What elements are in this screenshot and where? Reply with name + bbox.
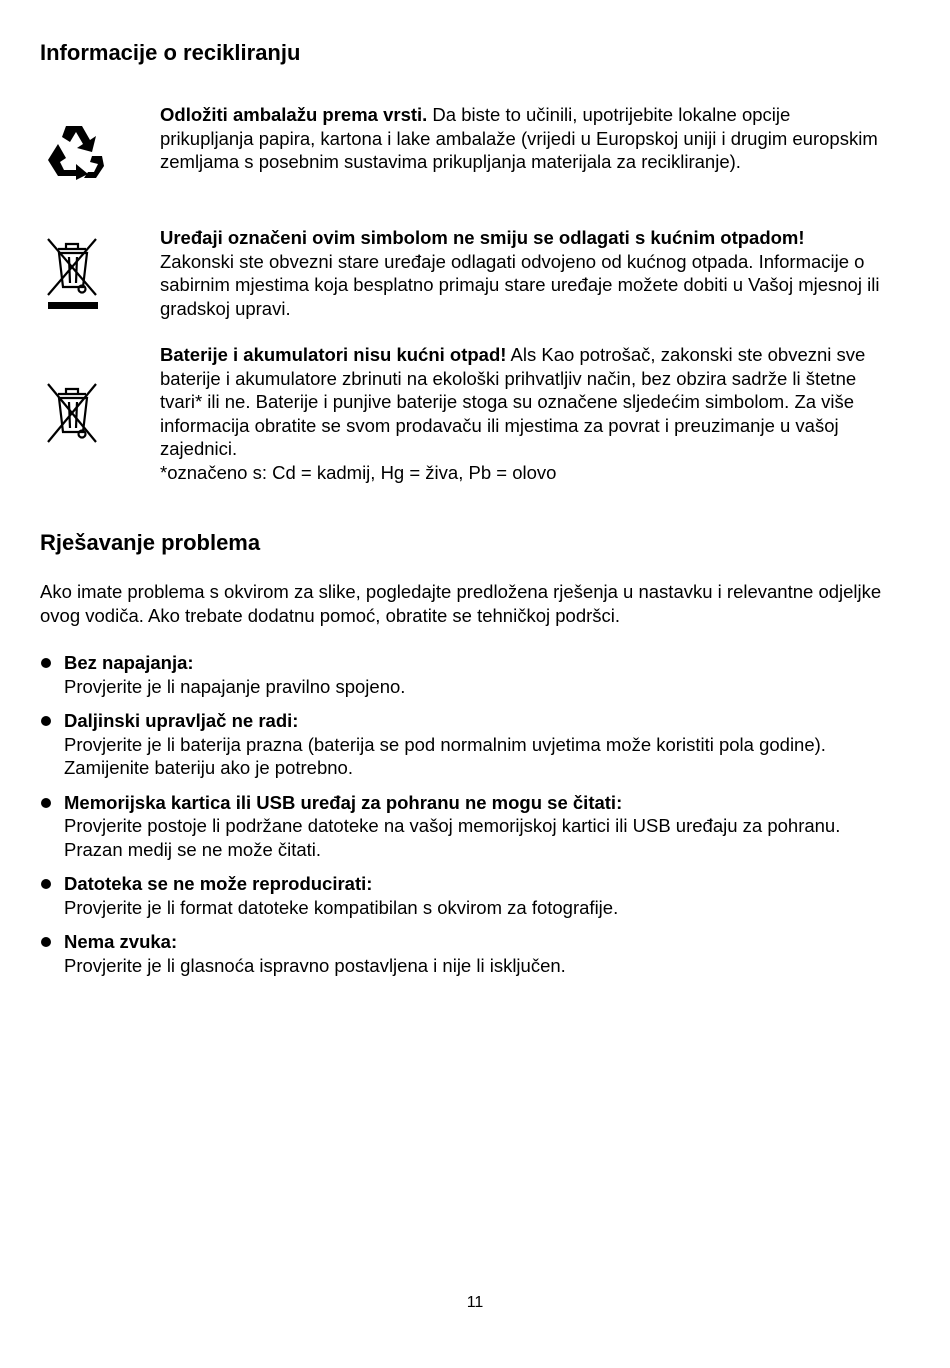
tip-description: Provjerite je li format datoteke kompatibilan s okvirom za fotografije. <box>64 896 619 918</box>
troubleshooting-list <box>40 651 900 988</box>
troubleshooting-heading: Rješavanje problema <box>40 530 261 555</box>
bullet-icon <box>41 879 51 889</box>
tip-description: Provjerite je li napajanje pravilno spojeno. <box>64 675 406 697</box>
packaging-paragraph <box>160 103 880 174</box>
tip-title: Nema zvuka: <box>64 931 178 952</box>
bullet-icon <box>41 798 51 808</box>
troubleshooting-intro: Ako imate problema s okvirom za slike, pogledajte predložena rješenja u nastavku i relevantne odjeljke ovog vodiča. Ako trebate dodatnu pomoć, obratite se tehničkoj podršci. <box>40 581 882 626</box>
tip-title: Bez napajanja: <box>64 652 194 673</box>
tip-title: Memorijska kartica ili USB uređaj za pohranu ne mogu se čitati: <box>64 791 623 813</box>
list-item <box>40 930 900 977</box>
batteries-bold: Baterije i akumulatori nisu kućni otpad! <box>160 344 507 365</box>
bullet-icon <box>41 937 51 947</box>
tip-description: Provjerite je li glasnoća ispravno postavljena i nije li isključen. <box>64 954 566 976</box>
tip-description: Provjerite je li baterija prazna (baterija se pod normalnim uvjetima može koristiti pola godine). Zamijenite bateriju ako je potrebno. <box>64 733 826 778</box>
batteries-paragraph <box>160 343 880 484</box>
packaging-text: Da biste to učinili, upotrijebite lokalne opcije prikupljanja papira, kartona i lake ambalaže (vrijedi u Europskoj uniji i drugim europskim zemljama s posebnim sustavima prikupljanja materijala za recikliranje). <box>160 104 878 172</box>
batteries-text: Als Kao potrošač, zakonski ste obvezni sve baterije i akumulatore zbrinuti na ekološki prihvatljiv način, bez obzira sadrže li štetne tvari* ili ne. Baterije i punjive baterije stoga su označene sljedećim simbolom. Za više informacija obratite se svom prodavaču ili mjestima za povrat i preuzimanje u vašoj zajednici. <box>160 344 866 459</box>
list-item <box>40 872 900 919</box>
crossed-bin-bar-icon <box>44 235 100 313</box>
bullet-icon <box>41 716 51 726</box>
devices-bold: Uređaji označeni ovim simbolom ne smiju se odlagati s kućnim otpadom! <box>160 227 805 248</box>
tip-title: Daljinski upravljač ne radi: <box>64 710 299 731</box>
devices-paragraph <box>160 226 880 320</box>
list-item <box>40 791 900 862</box>
list-item <box>40 651 900 698</box>
packaging-bold: Odložiti ambalažu prema vrsti. <box>160 104 428 125</box>
recycle-icon <box>44 122 106 180</box>
devices-text: Zakonski ste obvezni stare uređaje odlagati odvojeno od kućnog otpada. Informacije o sabirnim mjestima koja besplatno primaju stare uređaje možete dobiti u Vašoj mjesnoj ili gradskoj upravi. <box>160 250 880 319</box>
list-item <box>40 709 900 780</box>
page-number: 11 <box>466 1294 484 1311</box>
tip-title: Datoteka se ne može reproducirati: <box>64 873 373 894</box>
recycling-heading: Informacije o recikliranju <box>40 40 301 65</box>
tip-description: Provjerite postoje li podržane datoteke na vašoj memorijskoj kartici ili USB uređaju za pohranu. Prazan medij se ne može čitati. <box>64 815 841 860</box>
bullet-icon <box>41 658 51 668</box>
crossed-bin-icon <box>44 382 100 444</box>
batteries-note: *označeno s: Cd = kadmij, Hg = živa, Pb = olovo <box>160 461 557 483</box>
